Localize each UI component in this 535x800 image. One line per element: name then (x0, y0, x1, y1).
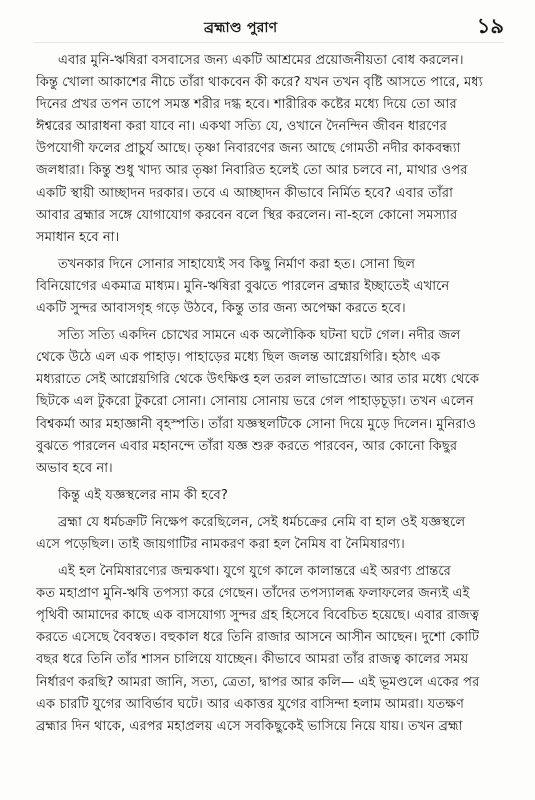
text-line: একটি স্থায়ী আচ্ছাদন দরকার। তবে এ আচ্ছাদন কীভাবে নির্মিত হবে? এবার তাঁরা (36, 185, 453, 201)
text-line: মধ্যরাতে সেই আগ্নেয়গিরি থেকে উৎক্ষিপ্ত হল তরল লাভাস্রোত। আর তার মধ্যে থেকে (36, 372, 480, 388)
paragraph-2 (36, 254, 504, 320)
text-line: বছর ধরে তিনি তাঁর শাসন চালিয়ে যাচ্ছেন। কীভাবে আমরা তাঁর রাজত্ব কালের সময় (36, 652, 469, 668)
text-line: তখনকার দিনে সোনার সাহায্যেই সব কিছু নির্মাণ করা হত। সোনা ছিল (58, 256, 416, 272)
text-line: কিন্তু এই যজ্ঞস্থলের নাম কী হবে? (58, 487, 228, 503)
paragraph-5 (36, 512, 504, 556)
text-line: এই হল নৈমিষারণ্যের জন্মকথা। যুগে যুগে কালে কালান্তরে এই অরণ্য প্রান্তরে (58, 564, 451, 580)
text-line: থেকে উঠে এল এক পাহাড়। পাহাড়ের মধ্যে ছিল জলন্ত আগ্নেয়গিরি। হঠাৎ এক (36, 350, 441, 366)
running-title: ব্রহ্মাণ্ড পুরাণ (204, 20, 278, 36)
text-line: এসে পড়েছিল। তাই জায়গাটির নামকরণ করা হল নৈমিষ বা নৈমিষারণ্য। (36, 536, 405, 552)
text-line: সমাধান হবে না। (36, 229, 120, 245)
text-line: বিশ্বকর্মা আর মহাজ্ঞানী বৃহস্পতি। তাঁরা যজ্ঞস্থলটিকে সোনা দিয়ে মুড়ে দিলেন। মুনিরাও (36, 416, 477, 432)
text-line: এবার মুনি-ঋষিরা বসবাসের জন্য একটি আশ্রমের প্রয়োজনীয়তা বোধ করলেন। (58, 53, 464, 68)
paragraph-3 (36, 325, 504, 480)
paragraph-4 (36, 485, 504, 507)
text-line: জলধারা। কিন্তু শুধু খাদ্য আর তৃষ্ণা নিবারিত হলেই তো আর চলবে না, মাথার ওপর (36, 163, 468, 179)
text-line: অভাব হবে না। (36, 460, 113, 476)
text-line: একটি সুন্দর আবাসগৃহ গড়ে উঠবে, কিন্তু তার জন্য অপেক্ষা করতে হবে। (36, 301, 406, 317)
header-divider (34, 42, 504, 43)
text-line: সত্যি সত্যি একদিন চোখের সামনে এক অলৌকিক ঘটনা ঘটে গেল। নদীর জল (58, 328, 461, 344)
text-line: ছিটকে এল টুকরো টুকরো সোনা। সোনায় সোনায় ভরে গেল পাহাড়চূড়া। তখন এলেন (36, 394, 474, 410)
text-line: ব্রহ্মা যে ধর্মচক্রটি নিক্ষেপ করেছিলেন, সেই ধর্মচক্রের নেমি বা হাল ওই যজ্ঞস্থলে (58, 514, 466, 530)
text-line: কিন্তু খোলা আকাশের নীচে তাঁরা থাকবেন কী করে? যখন তখন বৃষ্টি আসতে পারে, মধ্য (36, 75, 483, 91)
paragraph-1 (36, 50, 504, 249)
body-text (36, 50, 504, 743)
text-line: বুঝতে পারলেন এবার মহানন্দে তাঁরা যজ্ঞ শুরু করতে পারবেন, আর কোনো কিছুর (36, 438, 458, 454)
page-header (34, 10, 504, 40)
text-line: উপযোগী ফলের প্রাচুর্য আছে। তৃষ্ণা নিবারণের জন্য আছে গোমতী নদীর কাকবন্ধ্যা (36, 141, 461, 157)
text-line: ঈশ্বরের আরাধনা করা যাবে না। একথা সত্যি যে, ওখানে দৈনন্দিন জীবন ধারণের (36, 119, 447, 135)
text-line: করতে এসেছে বৈবস্বত। বহুকাল ধরে তিনি রাজার আসনে আসীন আছেন। দুশো কোটি (36, 630, 480, 646)
paragraph-6 (36, 561, 504, 738)
text-line: কত মহাপ্রাণ মুনি-ঋষি তপস্যা করে গেছেন। তাঁদের তপস্যালব্ধ ফলাফলের জন্যই এই (36, 586, 470, 602)
text-line: নির্ধারণ করছি? আমরা জানি, সত্য, ত্রেতা, দ্বাপর আর কলি— এই ভূমণ্ডলে একের পর (36, 674, 480, 690)
page-number: ১৯ (476, 14, 504, 38)
text-line: দিনের প্রখর তপন তাপে সমস্ত শরীর দগ্ধ হবে। শারীরিক কষ্টের মধ্যে দিয়ে তো আর (36, 97, 457, 113)
text-line: ব্রহ্মার দিন থাকে, এরপর মহাপ্রলয় এসে সবকিছুকেই ভাসিয়ে নিয়ে যায়। তখন ব্রহ্মা (36, 718, 463, 734)
text-line: বিনিয়োগের একমাত্র মাধ্যম। মুনি-ঋষিরা বুঝতে পারলেন ব্রহ্মার ইচ্ছাতেই এখানে (36, 278, 450, 294)
text-line: এক চারটি যুগের আবির্ভাব ঘটে। আর একাত্তর যুগের বাসিন্দা হলাম আমরা। যতক্ষণ (36, 696, 464, 712)
text-line: আবার ব্রহ্মার সঙ্গে যোগাযোগ করবেন বলে স্থির করলেন। না-হলে কোনো সমস্যার (36, 207, 458, 223)
text-line: পৃথিবী আমাদের কাছে এক বাসযোগ্য সুন্দর গ্রহ হিসেবে বিবেচিত হয়েছে। এবার রাজত্ব (36, 608, 480, 624)
